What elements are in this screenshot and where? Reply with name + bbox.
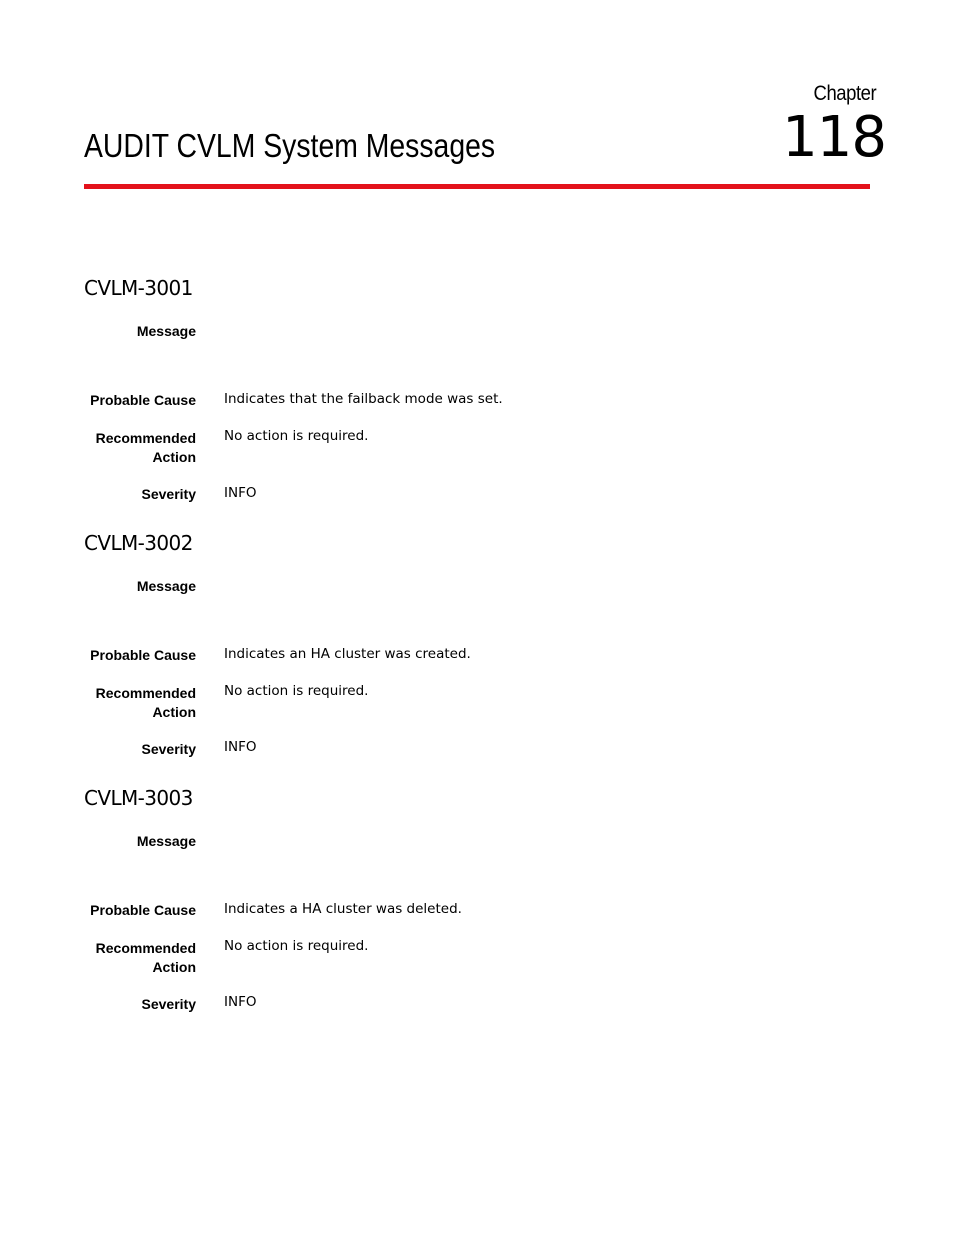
section-heading: CVLM-3003 xyxy=(84,786,193,810)
message-section-cvlm-3002 xyxy=(84,531,884,771)
probable-cause-value: Indicates a HA cluster was deleted. xyxy=(224,901,462,917)
message-section-cvlm-3001 xyxy=(84,276,884,516)
section-heading: CVLM-3001 xyxy=(84,276,193,300)
probable-cause-value: Indicates that the failback mode was set. xyxy=(224,391,503,407)
recommended-action-value: No action is required. xyxy=(224,683,369,699)
recommended-action-value: No action is required. xyxy=(224,428,369,444)
message-label: Message xyxy=(136,833,196,849)
severity-value: INFO xyxy=(224,994,257,1010)
title-rule xyxy=(84,184,870,189)
recommended-action-label: Recommended Action xyxy=(95,940,196,975)
message-label: Message xyxy=(136,578,196,594)
probable-cause-value: Indicates an HA cluster was created. xyxy=(224,646,471,662)
message-label: Message xyxy=(136,323,196,339)
section-heading: CVLM-3002 xyxy=(84,531,193,555)
severity-value: INFO xyxy=(224,485,257,501)
probable-cause-label: Probable Cause xyxy=(90,647,196,663)
recommended-action-label: Recommended Action xyxy=(95,685,196,720)
severity-label: Severity xyxy=(141,741,196,757)
probable-cause-label: Probable Cause xyxy=(90,392,196,408)
page-title: AUDIT CVLM System Messages xyxy=(84,127,496,164)
severity-label: Severity xyxy=(141,996,196,1012)
recommended-action-value: No action is required. xyxy=(224,938,369,954)
message-section-cvlm-3003 xyxy=(84,786,884,1026)
chapter-label: Chapter xyxy=(813,82,876,105)
probable-cause-label: Probable Cause xyxy=(90,902,196,918)
severity-value: INFO xyxy=(224,739,257,755)
recommended-action-label: Recommended Action xyxy=(95,430,196,465)
severity-label: Severity xyxy=(141,486,196,502)
chapter-number: 118 xyxy=(782,105,886,170)
